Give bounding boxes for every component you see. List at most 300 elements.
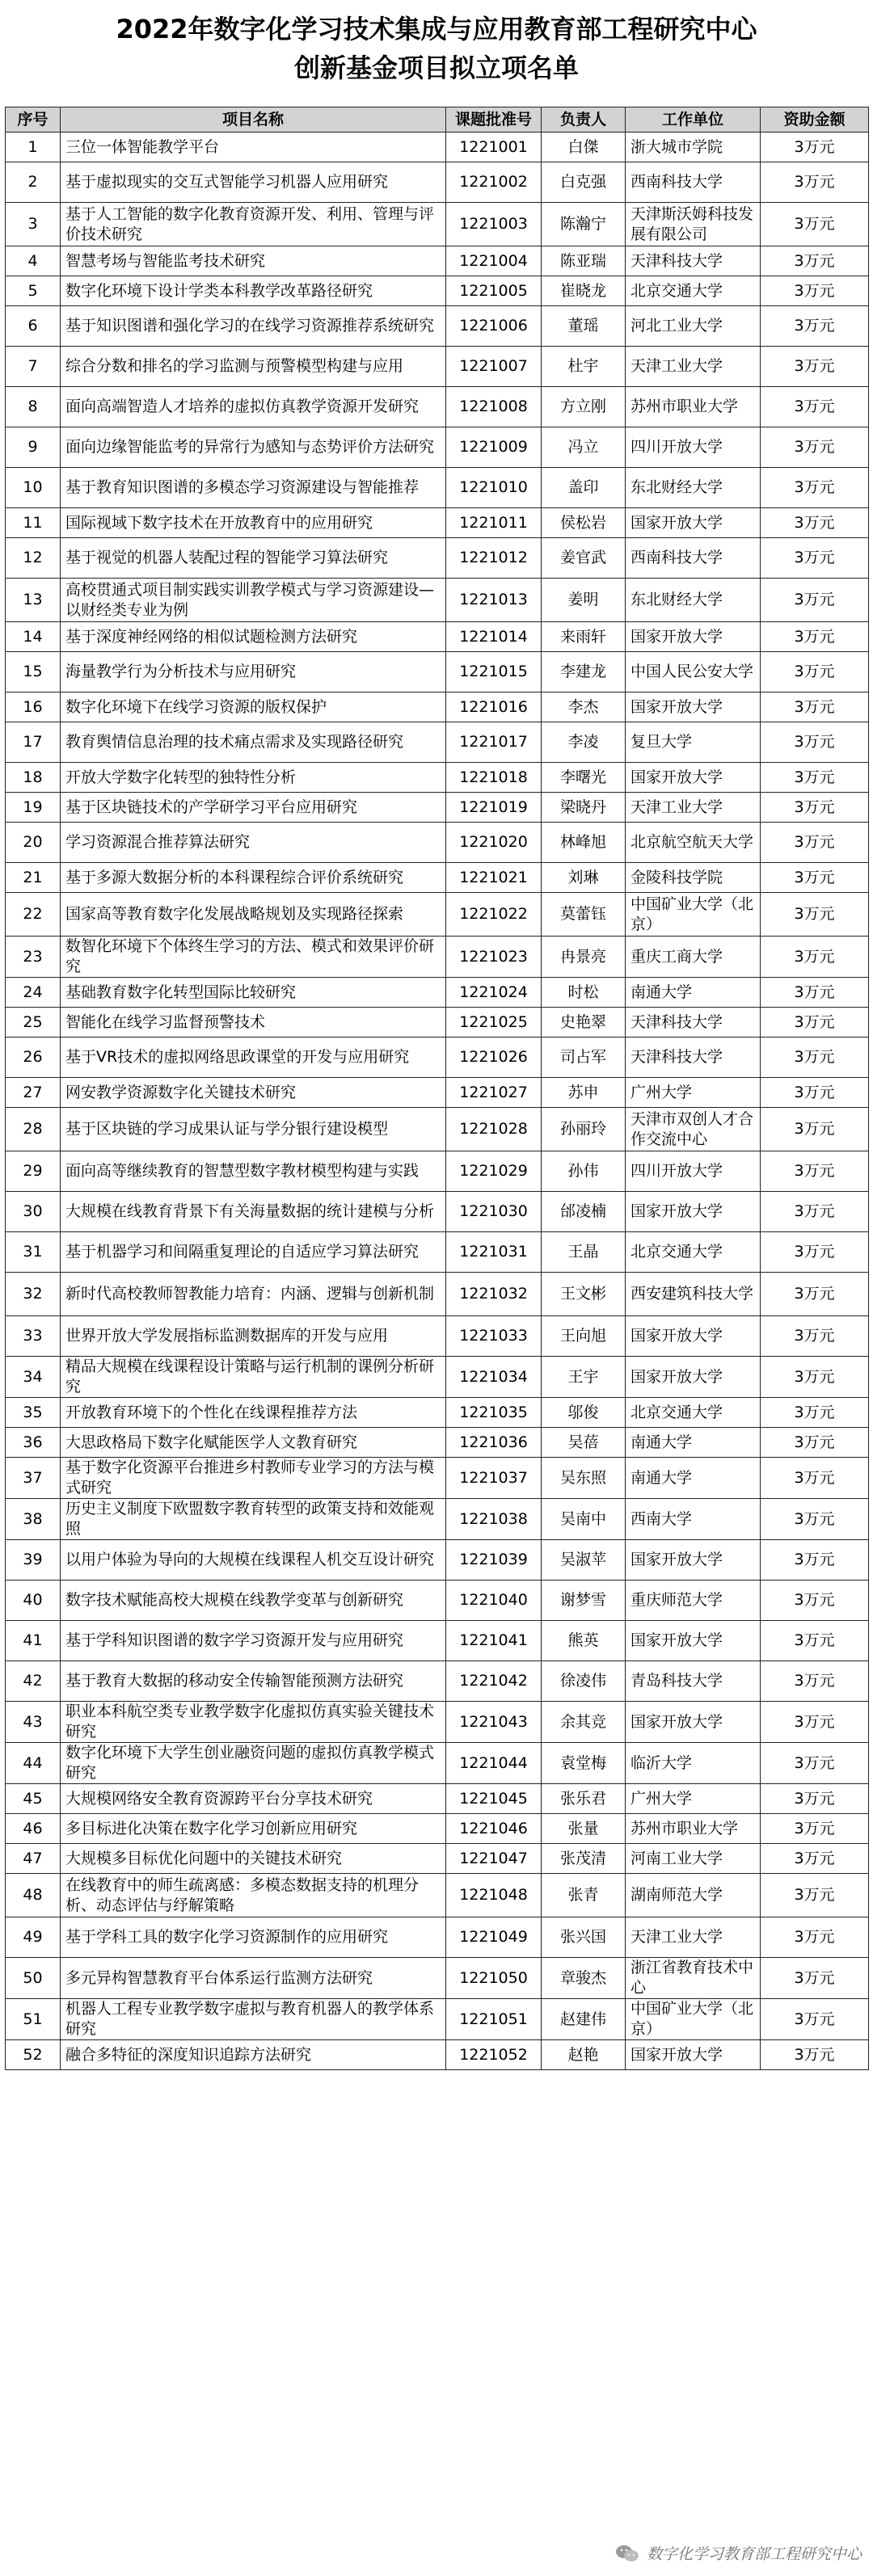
cell-no: 33 — [6, 1316, 61, 1357]
cell-unit: 中国矿业大学（北京） — [626, 1999, 761, 2040]
cell-no: 43 — [6, 1702, 61, 1743]
cell-lead: 冉景亮 — [542, 937, 626, 978]
cell-code: 1221013 — [446, 579, 542, 622]
cell-code: 1221010 — [446, 468, 542, 508]
cell-code: 1221028 — [446, 1108, 542, 1151]
cell-lead: 陈瀚宁 — [542, 203, 626, 246]
cell-fund: 3万元 — [761, 276, 869, 306]
cell-lead: 梁晓丹 — [542, 793, 626, 823]
table-header — [6, 107, 869, 133]
cell-no: 2 — [6, 162, 61, 203]
cell-unit: 南通大学 — [626, 978, 761, 1008]
cell-code: 1221015 — [446, 652, 542, 692]
header-unit: 工作单位 — [626, 107, 761, 133]
table-row — [6, 203, 869, 246]
cell-code: 1221012 — [446, 538, 542, 579]
table-row — [6, 387, 869, 427]
cell-unit: 广州大学 — [626, 1078, 761, 1108]
cell-code: 1221042 — [446, 1661, 542, 1702]
cell-lead: 赵建伟 — [542, 1999, 626, 2040]
cell-unit: 浙大城市学院 — [626, 133, 761, 162]
cell-name: 基于学科知识图谱的数字学习资源开发与应用研究 — [61, 1621, 446, 1661]
cell-fund: 3万元 — [761, 162, 869, 203]
cell-name: 大规模多目标优化问题中的关键技术研究 — [61, 1844, 446, 1874]
table-row — [6, 622, 869, 652]
cell-lead: 孙伟 — [542, 1151, 626, 1192]
cell-unit: 天津工业大学 — [626, 1917, 761, 1958]
cell-name: 三位一体智能教学平台 — [61, 133, 446, 162]
cell-code: 1221034 — [446, 1357, 542, 1398]
cell-lead: 林峰旭 — [542, 823, 626, 863]
cell-code: 1221008 — [446, 387, 542, 427]
cell-unit: 国家开放大学 — [626, 622, 761, 652]
cell-code: 1221005 — [446, 276, 542, 306]
cell-code: 1221017 — [446, 722, 542, 763]
cell-lead: 邬俊 — [542, 1398, 626, 1428]
cell-no: 8 — [6, 387, 61, 427]
cell-name: 大规模在线教育背景下有关海量数据的统计建模与分析 — [61, 1192, 446, 1232]
cell-fund: 3万元 — [761, 1958, 869, 1999]
cell-lead: 方立刚 — [542, 387, 626, 427]
cell-unit: 中国矿业大学（北京） — [626, 893, 761, 937]
cell-fund: 3万元 — [761, 203, 869, 246]
cell-name: 数智化环境下个体终生学习的方法、模式和效果评价研究 — [61, 937, 446, 978]
cell-name: 新时代高校教师智教能力培育：内涵、逻辑与创新机制 — [61, 1273, 446, 1316]
cell-code: 1221041 — [446, 1621, 542, 1661]
cell-fund: 3万元 — [761, 978, 869, 1008]
cell-unit: 西南科技大学 — [626, 538, 761, 579]
cell-fund: 3万元 — [761, 468, 869, 508]
cell-code: 1221018 — [446, 763, 542, 793]
cell-code: 1221032 — [446, 1273, 542, 1316]
cell-fund: 3万元 — [761, 1661, 869, 1702]
cell-fund: 3万元 — [761, 1458, 869, 1499]
cell-code: 1221043 — [446, 1702, 542, 1743]
table-row — [6, 427, 869, 468]
cell-name: 网安教学资源数字化关键技术研究 — [61, 1078, 446, 1108]
cell-code: 1221006 — [446, 306, 542, 347]
cell-no: 16 — [6, 692, 61, 722]
cell-lead: 莫蕾钰 — [542, 893, 626, 937]
cell-fund: 3万元 — [761, 1008, 869, 1038]
cell-lead: 张青 — [542, 1874, 626, 1917]
cell-unit: 浙江省教育技术中心 — [626, 1958, 761, 1999]
cell-no: 40 — [6, 1581, 61, 1621]
table-row — [6, 823, 869, 863]
cell-name: 职业本科航空类专业教学数字化虚拟仿真实验关键技术研究 — [61, 1702, 446, 1743]
cell-unit: 天津工业大学 — [626, 793, 761, 823]
cell-no: 47 — [6, 1844, 61, 1874]
cell-code: 1221024 — [446, 978, 542, 1008]
cell-code: 1221052 — [446, 2040, 542, 2070]
table-row — [6, 347, 869, 387]
cell-code: 1221004 — [446, 246, 542, 276]
cell-unit: 河南工业大学 — [626, 1844, 761, 1874]
cell-lead: 李凌 — [542, 722, 626, 763]
table-row — [6, 1702, 869, 1743]
table-row — [6, 763, 869, 793]
cell-lead: 张量 — [542, 1814, 626, 1844]
cell-lead: 谢梦雪 — [542, 1581, 626, 1621]
table-row — [6, 692, 869, 722]
cell-unit: 北京航空航天大学 — [626, 823, 761, 863]
table-row — [6, 863, 869, 893]
cell-name: 基于视觉的机器人装配过程的智能学习算法研究 — [61, 538, 446, 579]
cell-lead: 王宇 — [542, 1357, 626, 1398]
cell-lead: 徐凌伟 — [542, 1661, 626, 1702]
cell-name: 以用户体验为导向的大规模在线课程人机交互设计研究 — [61, 1540, 446, 1581]
cell-unit: 国家开放大学 — [626, 1540, 761, 1581]
cell-fund: 3万元 — [761, 893, 869, 937]
cell-lead: 董瑶 — [542, 306, 626, 347]
cell-lead: 时松 — [542, 978, 626, 1008]
cell-name: 基于区块链技术的产学研学习平台应用研究 — [61, 793, 446, 823]
table-row — [6, 1743, 869, 1784]
cell-code: 1221047 — [446, 1844, 542, 1874]
cell-name: 基于虚拟现实的交互式智能学习机器人应用研究 — [61, 162, 446, 203]
cell-fund: 3万元 — [761, 1192, 869, 1232]
cell-unit: 国家开放大学 — [626, 1357, 761, 1398]
cell-lead: 李曙光 — [542, 763, 626, 793]
cell-fund: 3万元 — [761, 1273, 869, 1316]
cell-lead: 王文彬 — [542, 1273, 626, 1316]
table-row — [6, 468, 869, 508]
cell-lead: 白傑 — [542, 133, 626, 162]
cell-lead: 熊英 — [542, 1621, 626, 1661]
cell-no: 13 — [6, 579, 61, 622]
cell-unit: 青岛科技大学 — [626, 1661, 761, 1702]
cell-unit: 天津斯沃姆科技发展有限公司 — [626, 203, 761, 246]
cell-fund: 3万元 — [761, 1151, 869, 1192]
cell-code: 1221025 — [446, 1008, 542, 1038]
cell-no: 6 — [6, 306, 61, 347]
cell-no: 44 — [6, 1743, 61, 1784]
table-body — [6, 133, 869, 2070]
cell-unit: 复旦大学 — [626, 722, 761, 763]
header-name: 项目名称 — [61, 107, 446, 133]
cell-code: 1221031 — [446, 1232, 542, 1273]
cell-no: 31 — [6, 1232, 61, 1273]
cell-name: 多元异构智慧教育平台体系运行监测方法研究 — [61, 1958, 446, 1999]
cell-fund: 3万元 — [761, 1702, 869, 1743]
table-row — [6, 1458, 869, 1499]
cell-fund: 3万元 — [761, 1917, 869, 1958]
cell-unit: 广州大学 — [626, 1784, 761, 1814]
cell-name: 开放大学数字化转型的独特性分析 — [61, 763, 446, 793]
cell-name: 数字化环境下大学生创业融资问题的虚拟仿真教学模式研究 — [61, 1743, 446, 1784]
cell-lead: 冯立 — [542, 427, 626, 468]
cell-fund: 3万元 — [761, 652, 869, 692]
cell-no: 38 — [6, 1499, 61, 1540]
table-row — [6, 276, 869, 306]
cell-code: 1221045 — [446, 1784, 542, 1814]
cell-name: 多目标进化决策在数字化学习创新应用研究 — [61, 1814, 446, 1844]
cell-fund: 3万元 — [761, 1540, 869, 1581]
cell-code: 1221003 — [446, 203, 542, 246]
cell-no: 4 — [6, 246, 61, 276]
table-row — [6, 538, 869, 579]
cell-name: 数字化环境下设计学类本科教学改革路径研究 — [61, 276, 446, 306]
cell-name: 海量教学行为分析技术与应用研究 — [61, 652, 446, 692]
table-row — [6, 1999, 869, 2040]
table-row — [6, 1958, 869, 1999]
cell-lead: 崔晓龙 — [542, 276, 626, 306]
cell-unit: 南通大学 — [626, 1458, 761, 1499]
cell-unit: 国家开放大学 — [626, 1192, 761, 1232]
cell-name: 数字技术赋能高校大规模在线教学变革与创新研究 — [61, 1581, 446, 1621]
cell-fund: 3万元 — [761, 1108, 869, 1151]
cell-name: 基于教育知识图谱的多模态学习资源建设与智能推荐 — [61, 468, 446, 508]
cell-no: 37 — [6, 1458, 61, 1499]
cell-no: 20 — [6, 823, 61, 863]
table-row — [6, 1581, 869, 1621]
cell-lead: 章骏杰 — [542, 1958, 626, 1999]
cell-name: 在线教育中的师生疏离感：多模态数据支持的机理分析、动态评估与纾解策略 — [61, 1874, 446, 1917]
cell-unit: 天津工业大学 — [626, 347, 761, 387]
cell-no: 45 — [6, 1784, 61, 1814]
cell-code: 1221033 — [446, 1316, 542, 1357]
cell-unit: 国家开放大学 — [626, 1621, 761, 1661]
cell-unit: 东北财经大学 — [626, 468, 761, 508]
cell-lead: 王晶 — [542, 1232, 626, 1273]
cell-fund: 3万元 — [761, 1499, 869, 1540]
cell-unit: 重庆工商大学 — [626, 937, 761, 978]
cell-lead: 李杰 — [542, 692, 626, 722]
cell-lead: 张兴国 — [542, 1917, 626, 1958]
cell-no: 52 — [6, 2040, 61, 2070]
cell-lead: 史艳翠 — [542, 1008, 626, 1038]
cell-lead: 白克强 — [542, 162, 626, 203]
cell-name: 智慧考场与智能监考技术研究 — [61, 246, 446, 276]
header-no: 序号 — [6, 107, 61, 133]
cell-no: 25 — [6, 1008, 61, 1038]
cell-fund: 3万元 — [761, 347, 869, 387]
cell-unit: 苏州市职业大学 — [626, 387, 761, 427]
cell-no: 35 — [6, 1398, 61, 1428]
cell-code: 1221048 — [446, 1874, 542, 1917]
cell-fund: 3万元 — [761, 246, 869, 276]
table-row — [6, 1784, 869, 1814]
table-row — [6, 133, 869, 162]
table-row — [6, 246, 869, 276]
cell-no: 7 — [6, 347, 61, 387]
cell-code: 1221020 — [446, 823, 542, 863]
cell-unit: 四川开放大学 — [626, 427, 761, 468]
cell-name: 面向高等继续教育的智慧型数字教材模型构建与实践 — [61, 1151, 446, 1192]
cell-no: 18 — [6, 763, 61, 793]
header-code: 课题批准号 — [446, 107, 542, 133]
cell-fund: 3万元 — [761, 538, 869, 579]
table-row — [6, 1357, 869, 1398]
cell-unit: 南通大学 — [626, 1428, 761, 1458]
cell-fund: 3万元 — [761, 1814, 869, 1844]
cell-unit: 天津科技大学 — [626, 1008, 761, 1038]
cell-fund: 3万元 — [761, 1621, 869, 1661]
table-row — [6, 978, 869, 1008]
cell-no: 1 — [6, 133, 61, 162]
cell-name: 基础教育数字化转型国际比较研究 — [61, 978, 446, 1008]
header-lead: 负责人 — [542, 107, 626, 133]
cell-name: 历史主义制度下欧盟数字教育转型的政策支持和效能观照 — [61, 1499, 446, 1540]
cell-unit: 临沂大学 — [626, 1743, 761, 1784]
cell-code: 1221049 — [446, 1917, 542, 1958]
cell-fund: 3万元 — [761, 1784, 869, 1814]
cell-code: 1221030 — [446, 1192, 542, 1232]
cell-code: 1221036 — [446, 1428, 542, 1458]
cell-code: 1221050 — [446, 1958, 542, 1999]
cell-name: 基于教育大数据的移动安全传输智能预测方法研究 — [61, 1661, 446, 1702]
cell-lead: 袁堂梅 — [542, 1743, 626, 1784]
cell-no: 28 — [6, 1108, 61, 1151]
table-row — [6, 1078, 869, 1108]
table-row — [6, 1192, 869, 1232]
cell-name: 学习资源混合推荐算法研究 — [61, 823, 446, 863]
cell-unit: 国家开放大学 — [626, 1316, 761, 1357]
cell-lead: 邰凌楠 — [542, 1192, 626, 1232]
cell-name: 基于学科工具的数字化学习资源制作的应用研究 — [61, 1917, 446, 1958]
wechat-icon — [614, 2544, 640, 2563]
cell-lead: 张茂清 — [542, 1844, 626, 1874]
cell-lead: 盖印 — [542, 468, 626, 508]
cell-unit: 国家开放大学 — [626, 1702, 761, 1743]
cell-lead: 余其竞 — [542, 1702, 626, 1743]
cell-lead: 侯松岩 — [542, 508, 626, 538]
project-table — [5, 107, 869, 2070]
cell-name: 精品大规模在线课程设计策略与运行机制的课例分析研究 — [61, 1357, 446, 1398]
cell-code: 1221051 — [446, 1999, 542, 2040]
cell-no: 3 — [6, 203, 61, 246]
cell-name: 大规模网络安全教育资源跨平台分享技术研究 — [61, 1784, 446, 1814]
cell-code: 1221038 — [446, 1499, 542, 1540]
cell-no: 9 — [6, 427, 61, 468]
cell-unit: 东北财经大学 — [626, 579, 761, 622]
cell-lead: 李建龙 — [542, 652, 626, 692]
cell-no: 15 — [6, 652, 61, 692]
cell-fund: 3万元 — [761, 1581, 869, 1621]
table-row — [6, 1540, 869, 1581]
cell-fund: 3万元 — [761, 793, 869, 823]
table-row — [6, 1499, 869, 1540]
cell-fund: 3万元 — [761, 722, 869, 763]
cell-code: 1221021 — [446, 863, 542, 893]
table-row — [6, 1151, 869, 1192]
cell-fund: 3万元 — [761, 1844, 869, 1874]
cell-no: 32 — [6, 1273, 61, 1316]
cell-name: 开放教育环境下的个性化在线课程推荐方法 — [61, 1398, 446, 1428]
cell-fund: 3万元 — [761, 1357, 869, 1398]
cell-name: 数字化环境下在线学习资源的版权保护 — [61, 692, 446, 722]
cell-no: 42 — [6, 1661, 61, 1702]
cell-fund: 3万元 — [761, 937, 869, 978]
cell-fund: 3万元 — [761, 1232, 869, 1273]
cell-name: 基于VR技术的虚拟网络思政课堂的开发与应用研究 — [61, 1038, 446, 1078]
cell-no: 27 — [6, 1078, 61, 1108]
cell-fund: 3万元 — [761, 579, 869, 622]
cell-name: 基于机器学习和间隔重复理论的自适应学习算法研究 — [61, 1232, 446, 1273]
cell-lead: 张乐君 — [542, 1784, 626, 1814]
cell-name: 国家高等教育数字化发展战略规划及实现路径探索 — [61, 893, 446, 937]
cell-name: 智能化在线学习监督预警技术 — [61, 1008, 446, 1038]
cell-unit: 重庆师范大学 — [626, 1581, 761, 1621]
table-row — [6, 1273, 869, 1316]
cell-code: 1221027 — [446, 1078, 542, 1108]
cell-unit: 河北工业大学 — [626, 306, 761, 347]
cell-name: 基于数字化资源平台推进乡村教师专业学习的方法与模式研究 — [61, 1458, 446, 1499]
cell-fund: 3万元 — [761, 133, 869, 162]
cell-fund: 3万元 — [761, 1038, 869, 1078]
table-row — [6, 1008, 869, 1038]
document-subtitle: 创新基金项目拟立项名单 — [293, 53, 579, 83]
cell-code: 1221014 — [446, 622, 542, 652]
cell-unit: 国家开放大学 — [626, 692, 761, 722]
cell-no: 48 — [6, 1874, 61, 1917]
cell-name: 高校贯通式项目制实践实训教学模式与学习资源建设—以财经类专业为例 — [61, 579, 446, 622]
cell-name: 基于人工智能的数字化教育资源开发、利用、管理与评价技术研究 — [61, 203, 446, 246]
cell-lead: 陈亚瑞 — [542, 246, 626, 276]
cell-no: 29 — [6, 1151, 61, 1192]
cell-fund: 3万元 — [761, 1398, 869, 1428]
cell-unit: 天津科技大学 — [626, 246, 761, 276]
cell-fund: 3万元 — [761, 692, 869, 722]
cell-name: 大思政格局下数字化赋能医学人文教育研究 — [61, 1428, 446, 1458]
cell-lead: 杜宇 — [542, 347, 626, 387]
cell-lead: 刘琳 — [542, 863, 626, 893]
cell-no: 24 — [6, 978, 61, 1008]
table-row — [6, 2040, 869, 2070]
table-row — [6, 1428, 869, 1458]
table-row — [6, 1398, 869, 1428]
table-row — [6, 1917, 869, 1958]
table-row — [6, 722, 869, 763]
document-title: 2022年数字化学习技术集成与应用教育部工程研究中心 — [116, 14, 757, 44]
cell-unit: 金陵科技学院 — [626, 863, 761, 893]
table-row — [6, 1038, 869, 1078]
cell-unit: 天津市双创人才合作交流中心 — [626, 1108, 761, 1151]
cell-lead: 吴东照 — [542, 1458, 626, 1499]
cell-lead: 吴南中 — [542, 1499, 626, 1540]
cell-code: 1221037 — [446, 1458, 542, 1499]
cell-no: 46 — [6, 1814, 61, 1844]
cell-lead: 吴蓓 — [542, 1428, 626, 1458]
table-row — [6, 1316, 869, 1357]
cell-no: 50 — [6, 1958, 61, 1999]
cell-unit: 中国人民公安大学 — [626, 652, 761, 692]
table-row — [6, 162, 869, 203]
table-row — [6, 1844, 869, 1874]
cell-name: 基于深度神经网络的相似试题检测方法研究 — [61, 622, 446, 652]
table-row — [6, 508, 869, 538]
table-row — [6, 793, 869, 823]
cell-no: 36 — [6, 1428, 61, 1458]
cell-unit: 国家开放大学 — [626, 2040, 761, 2070]
cell-no: 39 — [6, 1540, 61, 1581]
table-row — [6, 893, 869, 937]
cell-lead: 赵艳 — [542, 2040, 626, 2070]
cell-code: 1221039 — [446, 1540, 542, 1581]
cell-unit: 国家开放大学 — [626, 508, 761, 538]
cell-fund: 3万元 — [761, 763, 869, 793]
cell-unit: 湖南师范大学 — [626, 1874, 761, 1917]
cell-no: 26 — [6, 1038, 61, 1078]
cell-lead: 姜明 — [542, 579, 626, 622]
table-row — [6, 1621, 869, 1661]
cell-code: 1221019 — [446, 793, 542, 823]
cell-fund: 3万元 — [761, 622, 869, 652]
cell-no: 30 — [6, 1192, 61, 1232]
cell-unit: 国家开放大学 — [626, 763, 761, 793]
cell-fund: 3万元 — [761, 863, 869, 893]
cell-name: 基于区块链的学习成果认证与学分银行建设模型 — [61, 1108, 446, 1151]
